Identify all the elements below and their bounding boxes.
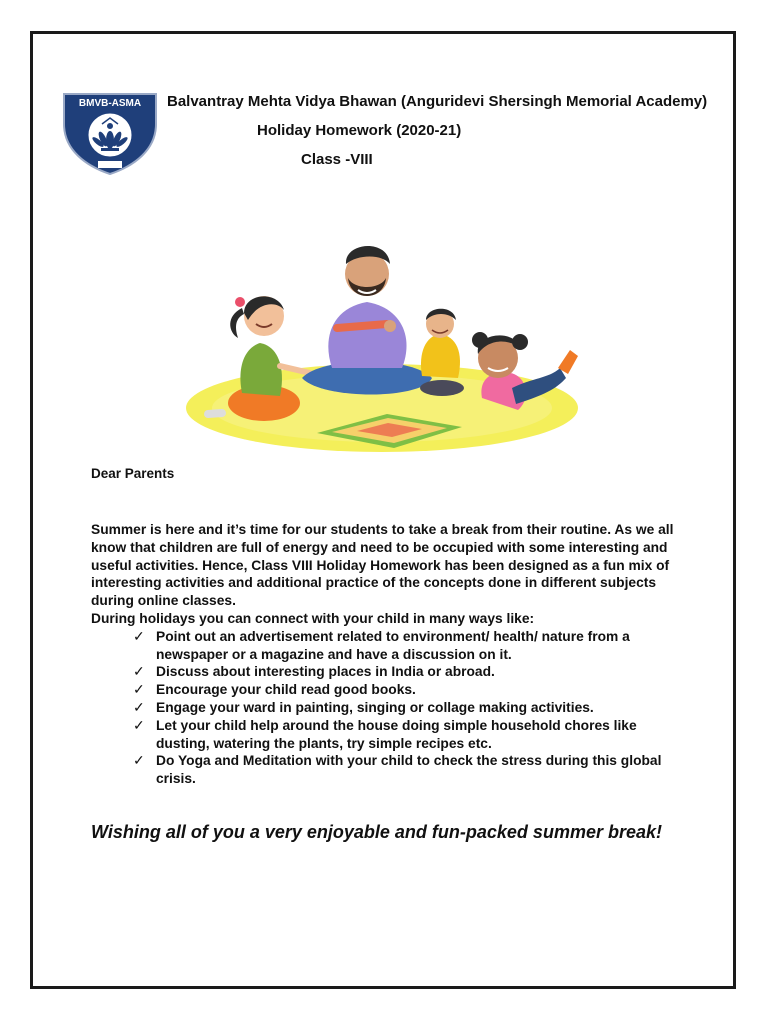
check-mark-icon: ✓ — [133, 664, 145, 680]
document-subtitle: Holiday Homework (2020-21) — [257, 122, 462, 139]
school-crest-logo — [58, 90, 162, 176]
check-mark-icon: ✓ — [133, 682, 145, 698]
family-board-game-illustration — [182, 228, 588, 460]
check-mark-icon: ✓ — [133, 699, 145, 715]
letter-greeting: Dear Parents — [91, 466, 175, 481]
list-item: ✓ Discuss about interesting places in India or abroad. — [133, 664, 495, 680]
list-item: ✓ Let your child help around the house doing simple household chores like dusting, watering the plants, try simple recipes etc. — [133, 717, 637, 751]
logo-text: BMVB-ASMA — [78, 98, 142, 109]
list-item: ✓ Point out an advertisement related to environment/ health/ nature from a newspaper or a magazine and have a discussion on it. — [133, 628, 630, 662]
check-mark-icon: ✓ — [133, 628, 145, 644]
closing-wish: Wishing all of you a very enjoyable and fun-packed summer break! — [91, 822, 662, 842]
letter-body — [91, 521, 691, 788]
check-mark-icon: ✓ — [133, 753, 145, 769]
list-item: ✓ Encourage your child read good books. — [133, 682, 416, 698]
list-item: ✓ Engage your ward in painting, singing or collage making activities. — [133, 699, 594, 715]
lead-in-line: During holidays you can connect with your child in many ways like: — [91, 610, 535, 626]
class-label: Class -VIII — [301, 151, 373, 168]
list-item: ✓ Do Yoga and Meditation with your child to check the stress during this global crisis. — [133, 753, 662, 787]
school-name: Balvantray Mehta Vidya Bhawan (Anguridevi Shersingh Memorial Academy) — [167, 93, 708, 110]
tips-list — [91, 628, 691, 788]
check-mark-icon: ✓ — [133, 717, 145, 733]
intro-paragraph: Summer is here and it’s time for our students to take a break from their routine. As we all know that children are full of energy and need to be occupied with some interesting and useful activities. Hence, Class VIII Holiday Homework has been designed as a fun mix of interesting activities and additional practice of the concepts done in different subjects during online classes. — [91, 522, 674, 609]
